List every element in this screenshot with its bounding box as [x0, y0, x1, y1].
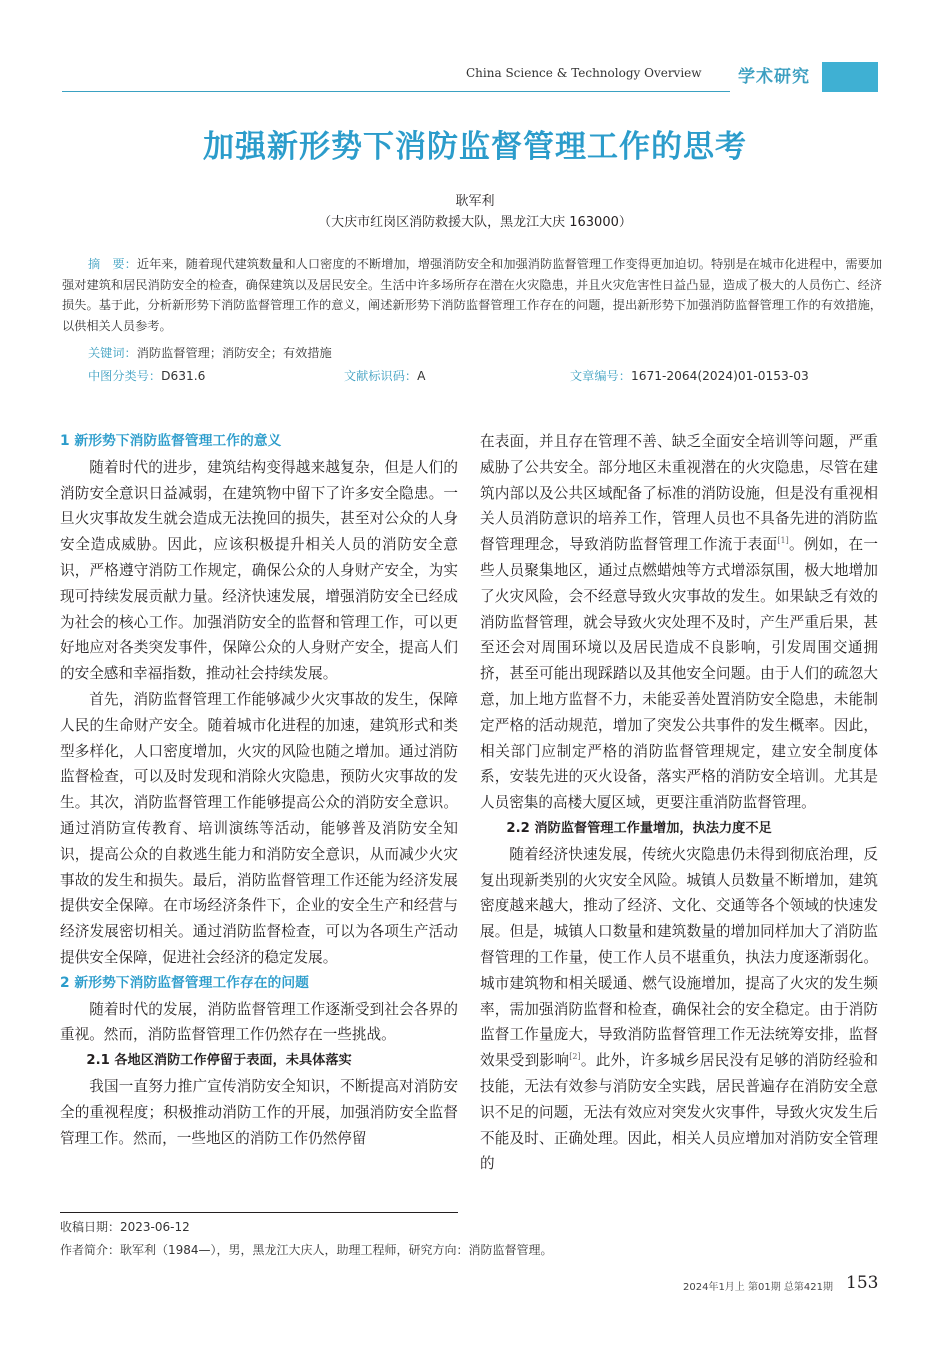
paragraph: 首先，消防监督管理工作能够减少火灾事故的发生，保障人民的生命财产安全。随着城市化进程的加速，建筑形式和类型多样化，人口密度增加，火灾的风险也随之增加。通过消防监督检查，可以及时发现和消除火灾隐患，预防火灾事故的发生。其次，消防监督管理工作能够提高公众的消防安全意识。通过消防宣传教育、培训演练等活动，能够普及消防安全知识，提高公众的自救逃生能力和消防安全意识，从而减少火灾事故的发生和损失。最后，消防监督管理工作还能为经济发展提供安全保障。在市场经济条件下，企业的安全生产和经营与经济发展密切相关。通过消防监督检查，可以为各项生产活动提供安全保障，促进社会经济的稳定发展。	[60, 690, 458, 966]
page-number: 153	[846, 1273, 879, 1293]
keywords	[88, 344, 332, 361]
keywords-text: 消防监督管理；消防安全；有效措施	[136, 346, 332, 360]
article-number: 文章编号：1671-2064(2024)01-0153-03	[570, 369, 809, 383]
author-affiliation: （大庆市红岗区消防救援大队，黑龙江大庆 163000）	[318, 215, 632, 230]
section-2-1-heading: 2.1 各地区消防工作停留于表面，未具体落实	[86, 1053, 352, 1069]
section-2-heading: 2 新形势下消防监督管理工作存在的问题	[60, 974, 309, 991]
received-date: 收稿日期：2023-06-12	[60, 1220, 190, 1234]
header-color-block	[822, 62, 878, 92]
right-column	[480, 429, 878, 1177]
header-rule	[62, 91, 730, 92]
author-name: 耿军利	[455, 194, 495, 209]
paragraph: 在表面，并且存在管理不善、缺乏全面安全培训等问题，严重威胁了公共安全。部分地区未重视潜在的火灾隐患，尽管在建筑内部以及公共区域配备了标准的消防设施，但是没有重视相关人员消防意识的培养工作，管理人员也不具备先进的消防监督管理理念，导致消防监督管理工作流于表面[1]。例如，在一些人员聚集地区，通过点燃蜡烛等方式增添氛围，极大地增加了火灾风险，会不经意导致火灾事故的发生。如果缺乏有效的消防监督管理，就会导致火灾处理不及时，产生严重后果，甚至还会对周围环境以及居民造成不良影响，引发周围交通拥挤，甚至可能出现踩踏以及其他安全问题。由于人们的疏忽大意，加上地方监督不力，未能妥善处置消防安全隐患，未能制定严格的活动规范，增加了突发公共事件的发生概率。因此，相关部门应制定严格的消防监督管理规定，建立安全制度体系，安装先进的灭火设备，落实严格的消防安全培训。尤其是人员密集的高楼大厦区域，更要注重消防监督管理。	[480, 433, 878, 812]
paragraph: 随着时代的进步，建筑结构变得越来越复杂，但是人们的消防安全意识日益减弱，在建筑物中留下了许多安全隐患。一旦火灾事故发生就会造成无法挽回的损失，甚至对公众的人身安全造成威胁。因此，应该积极提升相关人员的消防安全意识，严格遵守消防工作规定，确保公众的人身财产安全，为实现可持续发展贡献力量。经济快速发展，增强消防安全已经成为社会的核心工作。加强消防安全的监督和管理工作，可以更好地应对各类突发事件，保障公众的人身财产安全，提高人们的安全感和幸福指数，推动社会持续发展。	[60, 458, 458, 683]
abstract-text: 近年来，随着现代建筑数量和人口密度的不断增加，增强消防安全和加强消防监督管理工作变得更加迫切。特别是在城市化进程中，需要加强对建筑和居民消防安全的检查，确保建筑以及居民安全。生活中许多场所存在潜在火灾隐患，并且火灾危害性日益凸显，造成了极大的人员伤亡、经济损失。基于此，分析新形势下消防监督管理工作的意义，阐述新形势下消防监督管理工作存在的问题，提出新形势下加强消防监督管理工作的有效措施，以供相关人员参考。	[62, 257, 883, 333]
footnote-rule	[60, 1212, 458, 1213]
section-2-2-heading: 2.2 消防监督管理工作量增加，执法力度不足	[506, 820, 772, 836]
journal-name: China Science & Technology Overview	[466, 66, 702, 80]
paragraph: 随着经济快速发展，传统火灾隐患仍未得到彻底治理，反复出现新类别的火灾安全风险。城镇人员数量不断增加，建筑密度越来越大，推动了经济、文化、交通等各个领域的快速发展。但是，城镇人口数量和建筑数量的增加同样加大了消防监督管理的工作量，使工作人员不堪重负，执法力度逐渐弱化。城市建筑物和相关暖通、燃气设施增加，提高了火灾的发生频率，需加强消防监督和检查，确保社会的安全稳定。由于消防监督工作量庞大，导致消防监督管理工作无法统筹安排，监督效果受到影响[2]。此外，许多城乡居民没有足够的消防经验和技能，无法有效参与消防安全实践，居民普遍存在消防安全意识不足的问题，无法有效应对突发火灾事件，导致火灾发生后不能及时、正确处理。因此，相关人员应增加对消防安全管理的	[480, 845, 878, 1173]
citation-1: [1]	[777, 536, 789, 546]
paragraph: 我国一直努力推广宣传消防安全知识，不断提高对消防安全的重视程度；积极推动消防工作的开展，加强消防安全监督管理工作。然而，一些地区的消防工作仍然停留	[60, 1077, 458, 1147]
issue-info: 2024年1月上 第01期 总第421期	[683, 1282, 833, 1293]
article-title: 加强新形势下消防监督管理工作的思考	[203, 129, 747, 165]
author-bio: 作者简介：耿军利（1984—），男，黑龙江大庆人，助理工程师，研究方向：消防监督管理。	[60, 1243, 553, 1257]
abstract	[62, 254, 882, 336]
abstract-label: 摘 要：	[88, 257, 137, 271]
left-column	[60, 429, 458, 1151]
citation-2: [2]	[569, 1052, 581, 1062]
section-1-heading: 1 新形势下消防监督管理工作的意义	[60, 433, 282, 449]
clc-number: 中图分类号：D631.6	[88, 369, 206, 383]
keywords-label: 关键词：	[88, 346, 137, 360]
paragraph: 随着时代的发展，消防监督管理工作逐渐受到社会各界的重视。然而，消防监督管理工作仍然存在一些挑战。	[60, 1000, 458, 1044]
document-code: 文献标识码：A	[344, 369, 426, 383]
section-label: 学术研究	[738, 67, 810, 87]
